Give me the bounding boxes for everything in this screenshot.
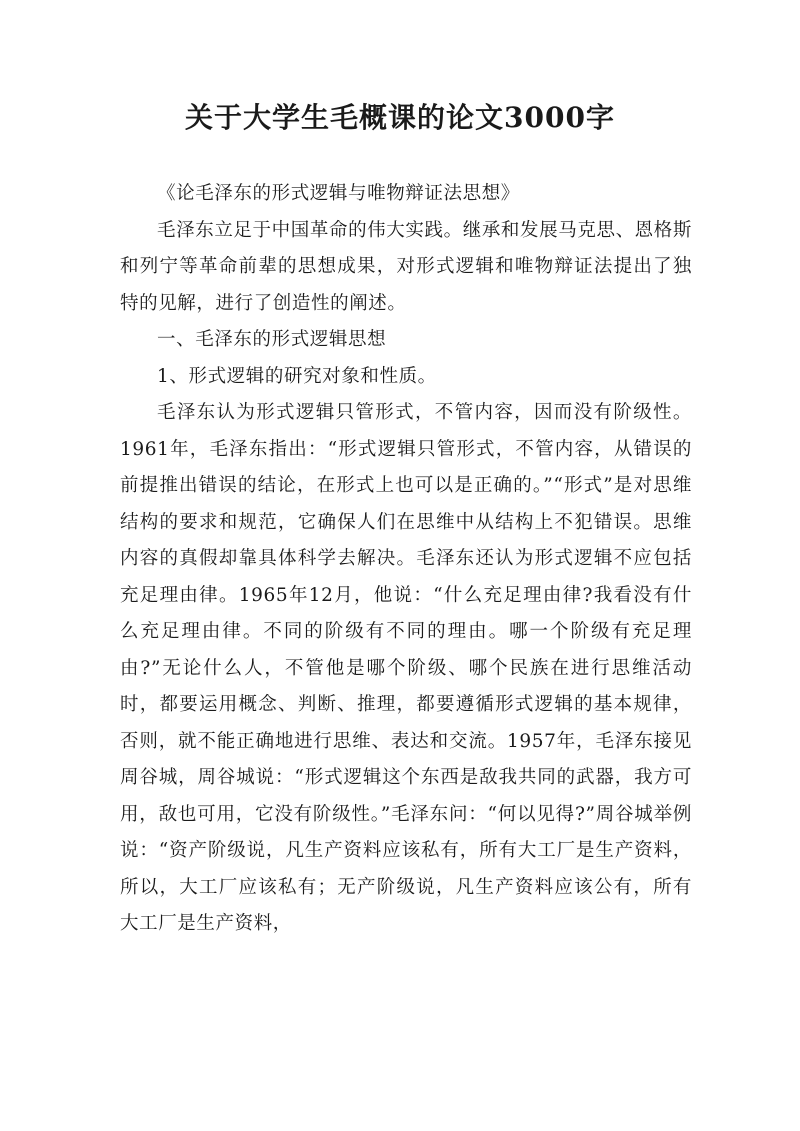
- paper-subtitle: 《论毛泽东的形式逻辑与唯物辩证法思想》: [157, 183, 520, 204]
- document-title: 关于大学生毛概课的论文3000字: [185, 101, 615, 134]
- document-body: [120, 176, 692, 943]
- intro-paragraph: 毛泽东立足于中国革命的伟大实践。继承和发展马克思、恩格斯和列宁等革命前辈的思想成果，对形式逻辑和唯物辩证法提出了独特的见解，进行了创造性的阐述。: [120, 219, 692, 314]
- subsection-heading: 1、形式逻辑的研究对象和性质。: [157, 365, 437, 387]
- body-paragraph: 毛泽东认为形式逻辑只管形式，不管内容，因而没有阶级性。1961年，毛泽东指出：“形式逻辑只管形式，不管内容，从错误的前提推出错误的结论，在形式上也可以是正确的。”“形式”是对思维结构的要求和规范，它确保人们在思维中从结构上不犯错误。思维内容的真假却靠具体科学去解决。毛泽东还认为形式逻辑不应包括充足理由律。1965年12月，他说：“什么充足理由律?我看没有什么充足理由律。不同的阶级有不同的理由。哪一个阶级有充足理由?”无论什么人，不管他是哪个阶级、哪个民族在进行思维活动时，都要运用概念、判断、推理，都要遵循形式逻辑的基本规律，否则，就不能正确地进行思维、表达和交流。1957年，毛泽东接见周谷城，周谷城说：“形式逻辑这个东西是敌我共同的武器，我方可用，敌也可用，它没有阶级性。”毛泽东问：“何以见得?”周谷城举例说：“资产阶级说，凡生产资料应该私有，所有大工厂是生产资料，所以，大工厂应该私有；无产阶级说，凡生产资料应该公有，所有大工厂是生产资料，: [120, 402, 692, 934]
- section-heading: 一、毛泽东的形式逻辑思想: [157, 329, 387, 350]
